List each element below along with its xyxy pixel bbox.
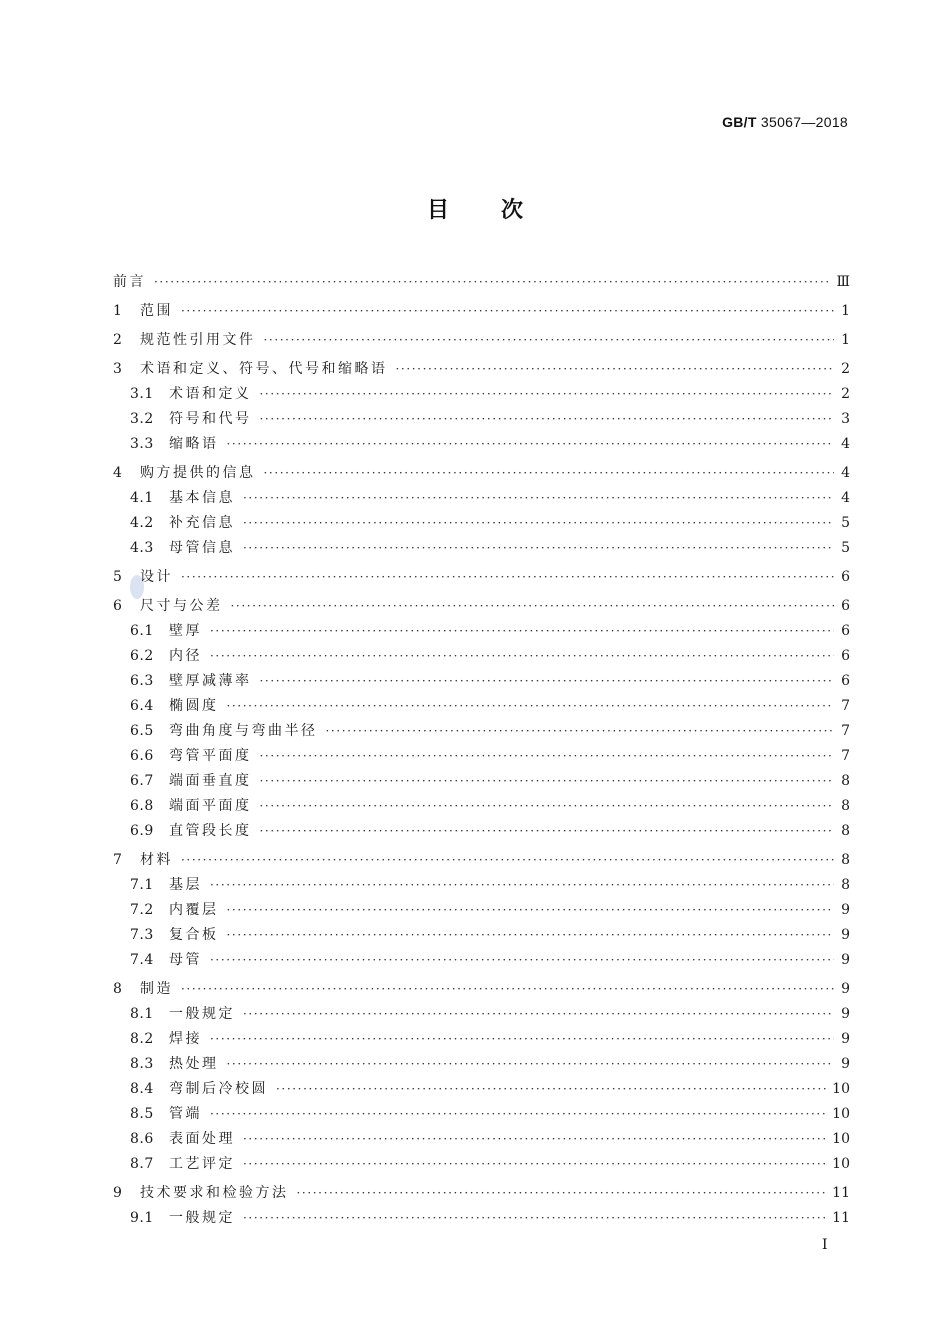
- toc-entry-number: 6.2: [130, 648, 154, 664]
- toc-entry[interactable]: [113, 461, 850, 486]
- toc-leader-dots: [210, 644, 834, 669]
- toc-entry-page: 5: [841, 540, 850, 556]
- toc-entry[interactable]: [113, 977, 850, 1002]
- toc-entry-number: 7: [113, 852, 123, 868]
- toc-entry-label: 热处理: [169, 1056, 219, 1072]
- toc-leader-dots: [210, 873, 834, 898]
- toc-entry-page: 7: [841, 723, 850, 739]
- toc-subentry[interactable]: [113, 744, 850, 769]
- toc-entry-label: 缩略语: [169, 436, 219, 452]
- toc-entry-number: 4: [113, 465, 123, 481]
- toc-entry-page: 6: [841, 648, 850, 664]
- toc-entry-page: 4: [841, 490, 850, 506]
- toc-leader-dots: [210, 619, 834, 644]
- toc-subentry[interactable]: [113, 719, 850, 744]
- toc-entry-page: 9: [841, 1006, 850, 1022]
- toc-entry-label: 工艺评定: [169, 1156, 235, 1172]
- toc-entry-label: 范围: [140, 303, 173, 319]
- toc-subentry[interactable]: [113, 382, 850, 407]
- toc-subentry[interactable]: [113, 898, 850, 923]
- toc-subentry[interactable]: [113, 1052, 850, 1077]
- toc-entry-page: 9: [841, 981, 850, 997]
- toc-title: 目次: [426, 197, 575, 223]
- toc-entry-page: 5: [841, 515, 850, 531]
- toc-leader-dots: [210, 1102, 826, 1127]
- toc-entry-page: 2: [841, 386, 850, 402]
- toc-entry-label: 前言: [113, 274, 146, 290]
- toc-entry-label: 术语和定义: [169, 386, 252, 402]
- toc-entry-label: 购方提供的信息: [140, 465, 256, 481]
- toc-entry-label: 技术要求和检验方法: [140, 1185, 289, 1201]
- toc-subentry[interactable]: [113, 1027, 850, 1052]
- toc-entry-page: 8: [841, 798, 850, 814]
- toc-leader-dots: [260, 769, 835, 794]
- table-of-contents: [113, 270, 850, 1231]
- toc-entry-label: 制造: [140, 981, 173, 997]
- toc-entry-page: 10: [832, 1106, 850, 1122]
- toc-leader-dots: [181, 299, 834, 324]
- toc-entry-label: 术语和定义、符号、代号和缩略语: [140, 361, 388, 377]
- toc-leader-dots: [243, 486, 834, 511]
- toc-subentry[interactable]: [113, 669, 850, 694]
- toc-entry-page: 10: [832, 1156, 850, 1172]
- toc-entry-label: 基层: [169, 877, 202, 893]
- toc-subentry[interactable]: [113, 948, 850, 973]
- toc-subentry[interactable]: [113, 819, 850, 844]
- toc-entry-number: 8.6: [130, 1131, 154, 1147]
- toc-entry-page: 6: [841, 623, 850, 639]
- toc-entry-page: 9: [841, 952, 850, 968]
- toc-subentry[interactable]: [113, 923, 850, 948]
- toc-subentry[interactable]: [113, 619, 850, 644]
- toc-entry-label: 补充信息: [169, 515, 235, 531]
- toc-leader-dots: [326, 719, 835, 744]
- toc-leader-dots: [243, 536, 834, 561]
- toc-entry-number: 4.1: [130, 490, 154, 506]
- toc-entry-number: 8: [113, 981, 123, 997]
- toc-leader-dots: [260, 407, 835, 432]
- toc-entry-label: 弯管平面度: [169, 748, 252, 764]
- toc-subentry[interactable]: [113, 1152, 850, 1177]
- toc-entry-number: 8.1: [130, 1006, 154, 1022]
- toc-entry-number: 6.6: [130, 748, 154, 764]
- toc-entry-number: 6.7: [130, 773, 154, 789]
- toc-entry-number: 6.1: [130, 623, 154, 639]
- toc-entry-label: 符号和代号: [169, 411, 252, 427]
- toc-entry-page: 10: [832, 1081, 850, 1097]
- toc-subentry[interactable]: [113, 769, 850, 794]
- toc-leader-dots: [243, 511, 834, 536]
- toc-leader-dots: [210, 1027, 834, 1052]
- toc-entry-label: 材料: [140, 852, 173, 868]
- toc-leader-dots: [181, 848, 834, 873]
- toc-entry-page: 11: [832, 1210, 850, 1226]
- toc-subentry[interactable]: [113, 407, 850, 432]
- toc-entry-label: 基本信息: [169, 490, 235, 506]
- toc-entry-page: 8: [841, 773, 850, 789]
- toc-entry-number: 7.2: [130, 902, 154, 918]
- toc-entry-label: 复合板: [169, 927, 219, 943]
- toc-entry-number: 3.3: [130, 436, 154, 452]
- toc-subentry[interactable]: [113, 432, 850, 457]
- toc-leader-dots: [243, 1127, 826, 1152]
- toc-entry-label: 管端: [169, 1106, 202, 1122]
- toc-entry[interactable]: [113, 357, 850, 382]
- toc-entry-number: 1: [113, 303, 123, 319]
- toc-entry-label: 直管段长度: [169, 823, 252, 839]
- toc-entry-number: 8.5: [130, 1106, 154, 1122]
- toc-entry-label: 端面平面度: [169, 798, 252, 814]
- toc-entry-number: 8.7: [130, 1156, 154, 1172]
- toc-entry[interactable]: [113, 328, 850, 353]
- toc-entry-page: 3: [841, 411, 850, 427]
- toc-subentry[interactable]: [113, 536, 850, 561]
- toc-entry-page: 11: [832, 1185, 850, 1201]
- toc-entry[interactable]: [113, 1181, 850, 1206]
- toc-entry[interactable]: [113, 594, 850, 619]
- toc-leader-dots: [243, 1152, 826, 1177]
- toc-entry-page: 1: [841, 303, 850, 319]
- toc-entry-number: 8.2: [130, 1031, 154, 1047]
- toc-leader-dots: [264, 328, 835, 353]
- toc-entry-page: 4: [841, 436, 850, 452]
- toc-entry-page: 8: [841, 852, 850, 868]
- toc-entry-page: 8: [841, 823, 850, 839]
- toc-entry-page: 9: [841, 902, 850, 918]
- toc-entry-number: 6.5: [130, 723, 154, 739]
- toc-entry-number: 6.4: [130, 698, 154, 714]
- toc-leader-dots: [227, 694, 835, 719]
- toc-entry-label: 端面垂直度: [169, 773, 252, 789]
- toc-entry-number: 2: [113, 332, 123, 348]
- toc-entry-number: 6.9: [130, 823, 154, 839]
- toc-subentry[interactable]: [113, 1102, 850, 1127]
- toc-entry-page: 8: [841, 877, 850, 893]
- toc-entry-label: 尺寸与公差: [140, 598, 223, 614]
- toc-leader-dots: [260, 794, 835, 819]
- toc-leader-dots: [231, 594, 835, 619]
- toc-entry-label: 焊接: [169, 1031, 202, 1047]
- toc-entry-label: 规范性引用文件: [140, 332, 256, 348]
- toc-subentry[interactable]: [113, 794, 850, 819]
- toc-leader-dots: [260, 744, 835, 769]
- toc-subentry[interactable]: [113, 511, 850, 536]
- toc-leader-dots: [260, 669, 835, 694]
- standard-number: 35067—2018: [760, 114, 848, 130]
- toc-leader-dots: [154, 270, 830, 295]
- toc-entry-label: 一般规定: [169, 1006, 235, 1022]
- toc-entry-label: 表面处理: [169, 1131, 235, 1147]
- toc-entry-label: 一般规定: [169, 1210, 235, 1226]
- toc-entry-number: 4.3: [130, 540, 154, 556]
- toc-entry-number: 9.1: [130, 1210, 154, 1226]
- toc-leader-dots: [243, 1206, 826, 1231]
- toc-entry[interactable]: [113, 848, 850, 873]
- toc-entry[interactable]: [113, 565, 850, 590]
- toc-subentry[interactable]: [113, 644, 850, 669]
- toc-entry-number: 3: [113, 361, 123, 377]
- toc-subentry[interactable]: [113, 873, 850, 898]
- toc-subentry[interactable]: [113, 1002, 850, 1027]
- toc-entry-label: 母管信息: [169, 540, 235, 556]
- toc-leader-dots: [260, 819, 835, 844]
- toc-entry-number: 9: [113, 1185, 123, 1201]
- toc-entry-number: 4.2: [130, 515, 154, 531]
- toc-leader-dots: [297, 1181, 827, 1206]
- toc-entry[interactable]: [113, 299, 850, 324]
- toc-subentry[interactable]: [113, 1077, 850, 1102]
- toc-entry-page: Ⅲ: [836, 274, 850, 290]
- toc-entry-page: 2: [841, 361, 850, 377]
- toc-leader-dots: [260, 382, 835, 407]
- toc-leader-dots: [227, 1052, 835, 1077]
- toc-entry-number: 6: [113, 598, 123, 614]
- toc-entry-number: 8.3: [130, 1056, 154, 1072]
- toc-entry-page: 10: [832, 1131, 850, 1147]
- page-number: I: [822, 1237, 828, 1253]
- toc-entry-label: 椭圆度: [169, 698, 219, 714]
- toc-entry-number: 7.1: [130, 877, 154, 893]
- toc-entry-number: 7.3: [130, 927, 154, 943]
- toc-entry-page: 6: [841, 598, 850, 614]
- toc-entry-page: 1: [841, 332, 850, 348]
- toc-leader-dots: [243, 1002, 834, 1027]
- toc-entry-page: 6: [841, 569, 850, 585]
- toc-leader-dots: [396, 357, 835, 382]
- toc-entry-page: 4: [841, 465, 850, 481]
- toc-entry-number: 6.3: [130, 673, 154, 689]
- toc-entry-number: 8.4: [130, 1081, 154, 1097]
- toc-leader-dots: [227, 898, 835, 923]
- toc-entry-number: 3.2: [130, 411, 154, 427]
- toc-leader-dots: [276, 1077, 826, 1102]
- toc-leader-dots: [210, 948, 834, 973]
- toc-entry-number: 3.1: [130, 386, 154, 402]
- toc-leader-dots: [181, 565, 834, 590]
- toc-entry-label: 弯曲角度与弯曲半径: [169, 723, 318, 739]
- toc-entry-label: 壁厚: [169, 623, 202, 639]
- toc-subentry[interactable]: [113, 694, 850, 719]
- toc-entry-page: 9: [841, 1056, 850, 1072]
- toc-entry-label: 弯制后冷校圆: [169, 1081, 268, 1097]
- toc-leader-dots: [264, 461, 835, 486]
- toc-leader-dots: [227, 432, 835, 457]
- toc-entry-label: 内径: [169, 648, 202, 664]
- toc-subentry[interactable]: [113, 486, 850, 511]
- toc-entry-number: 6.8: [130, 798, 154, 814]
- toc-entry-page: 6: [841, 673, 850, 689]
- toc-entry-label: 设计: [140, 569, 173, 585]
- standard-prefix: GB/T: [722, 114, 757, 130]
- toc-entry-page: 7: [841, 748, 850, 764]
- toc-entry[interactable]: [113, 270, 850, 295]
- toc-entry-page: 7: [841, 698, 850, 714]
- toc-subentry[interactable]: [113, 1206, 850, 1231]
- toc-entry-label: 内覆层: [169, 902, 219, 918]
- toc-entry-label: 母管: [169, 952, 202, 968]
- toc-entry-number: 7.4: [130, 952, 154, 968]
- toc-entry-label: 壁厚减薄率: [169, 673, 252, 689]
- standard-code: [722, 114, 848, 130]
- toc-entry-page: 9: [841, 1031, 850, 1047]
- toc-subentry[interactable]: [113, 1127, 850, 1152]
- toc-entry-number: 5: [113, 569, 123, 585]
- toc-leader-dots: [227, 923, 835, 948]
- toc-leader-dots: [181, 977, 834, 1002]
- toc-entry-page: 9: [841, 927, 850, 943]
